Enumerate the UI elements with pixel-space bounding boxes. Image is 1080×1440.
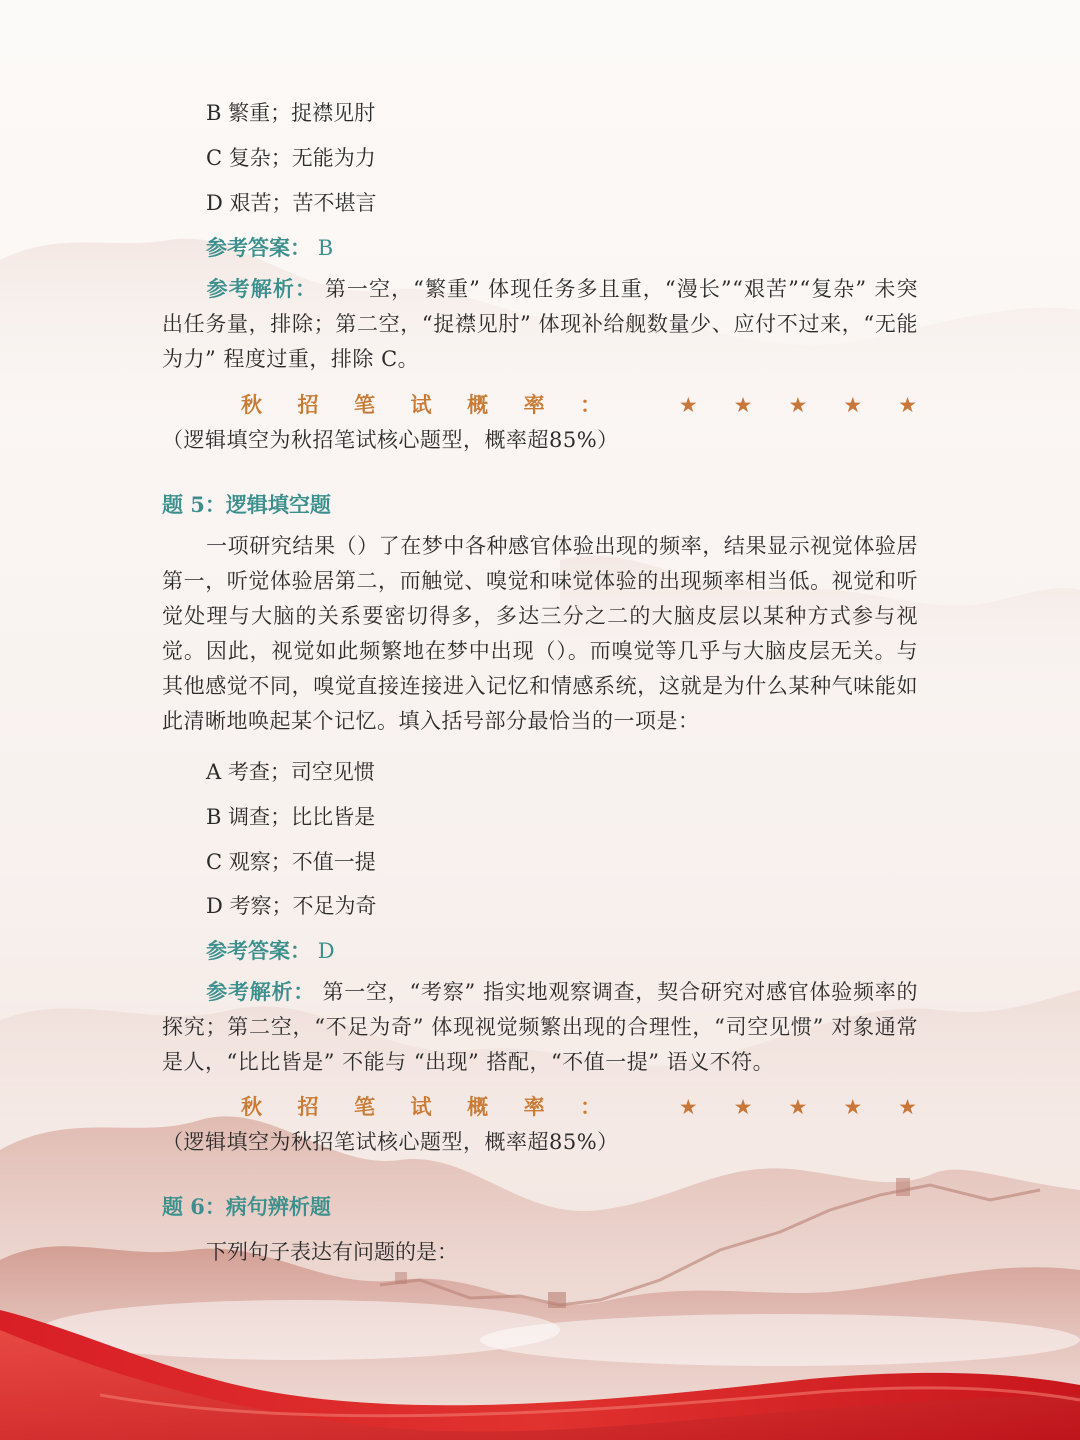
q6-stem: 下列句子表达有问题的是： [206,1240,458,1264]
q4-probability [162,387,918,458]
probability-text: （逻辑填空为秋招笔试核心题型，概率超85%） [162,1130,619,1154]
probability-label: 秋招笔试概率： [206,392,637,417]
q5-answer [206,935,335,965]
q5-option-b: B 调查；比比皆是 [206,805,376,829]
answer-label: 参考答案： [206,938,311,963]
answer-value: D [317,939,335,963]
q5-option-a: A 考查；司空见惯 [206,760,375,784]
q4-option-d: D 艰苦；苦不堪言 [206,191,377,215]
rating-stars: ★★★★★ [678,393,918,417]
rating-stars: ★★★★★ [678,1095,918,1119]
q5-stem: 一项研究结果（）了在梦中各种感官体验出现的频率，结果显示视觉体验居第一，听觉体验居第二，而触觉、嗅觉和味觉体验的出现频率相当低。视觉和听觉处理与大脑的关系要密切得多，多达三分之二的大脑皮层以某种方式参与视觉。因此，视觉如此频繁地在梦中出现（）。而嗅觉等几乎与大脑皮层无关。与其他感觉不同，嗅觉直接连接进入记忆和情感系统，这就是为什么某种气味能如此清晰地唤起某个记忆。填入括号部分最恰当的一项是： [162,534,918,733]
answer-label: 参考答案： [206,235,311,260]
q4-option-c: C 复杂；无能为力 [206,146,376,170]
q4-answer [206,232,333,262]
analysis-text: 第一空，“考察” 指实地观察调查，契合研究对感官体验频率的探究；第二空，“不足为奇” 体现视觉频繁出现的合理性，“司空见惯” 对象通常是人，“比比皆是” 不能与 “出现” 搭配，“不值一提” 语义不符。 [162,980,918,1074]
q5-title: 题 5：逻辑填空题 [162,492,331,517]
analysis-label: 参考解析： [206,979,316,1004]
probability-label: 秋招笔试概率： [206,1094,637,1119]
q6-title: 题 6：病句辨析题 [162,1194,331,1219]
q5-analysis [162,974,918,1080]
q5-option-d: D 考察；不足为奇 [206,894,377,918]
analysis-text: 第一空，“繁重” 体现任务多且重，“漫长”“艰苦”“复杂” 未突出任务量，排除；第二空，“捉襟见肘” 体现补给舰数量少、应付不过来，“无能为力” 程度过重，排除 C。 [162,277,918,371]
answer-value: B [317,236,334,260]
analysis-label: 参考解析： [206,276,318,301]
probability-text: （逻辑填空为秋招笔试核心题型，概率超85%） [162,428,619,452]
q5-option-c: C 观察；不值一提 [206,850,376,874]
q4-analysis [162,271,918,377]
q4-option-b: B 繁重；捉襟见肘 [206,101,376,125]
q5-probability [162,1089,918,1160]
